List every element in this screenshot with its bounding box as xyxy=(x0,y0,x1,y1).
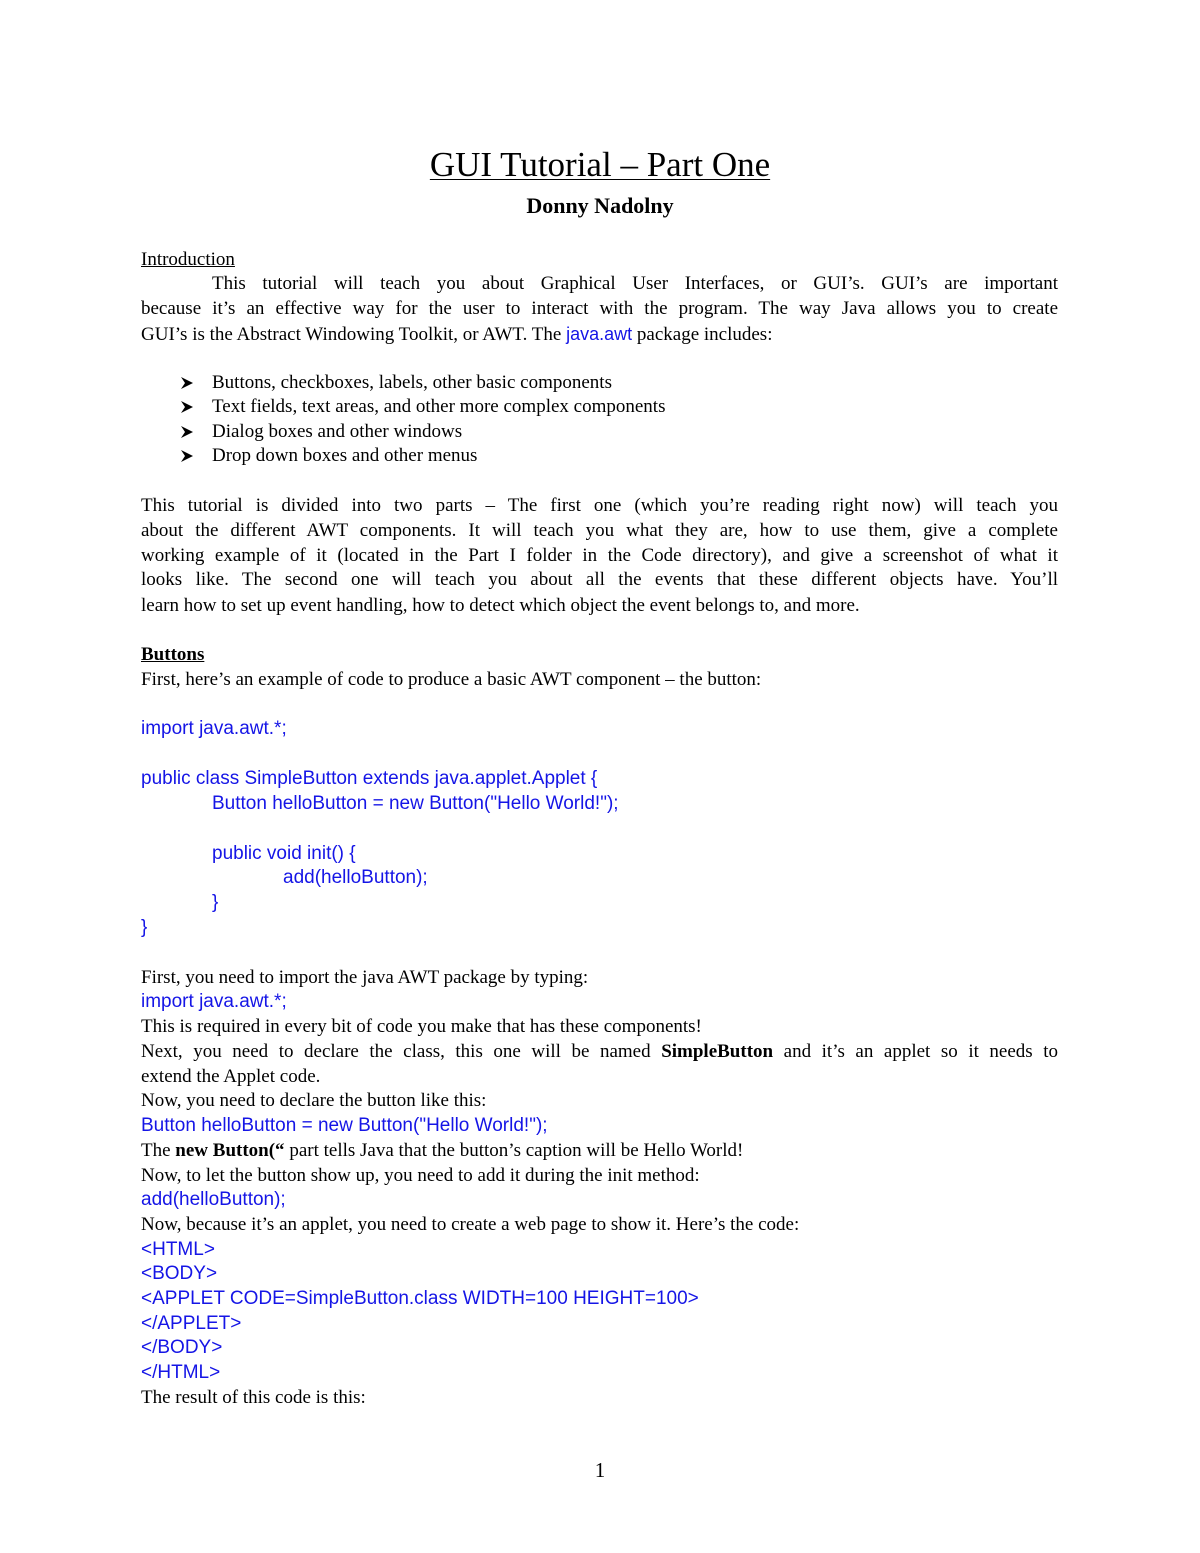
inline-code-button-declare: Button helloButton = new Button("Hello World!"); xyxy=(141,1115,548,1136)
explain-line: This is required in every bit of code you make that has these components! xyxy=(141,1016,702,1037)
parts-paragraph-line: looks like. The second one will teach you about all the events that these different objects have. You’ll xyxy=(141,569,1058,590)
author-name: Donny Nadolny xyxy=(526,193,674,218)
class-name-bold: SimpleButton xyxy=(661,1041,774,1062)
code-line: add(helloButton); xyxy=(283,867,428,888)
arrow-bullet-icon xyxy=(180,376,194,390)
html-code-line: </APPLET> xyxy=(141,1313,242,1334)
bullet-item: Buttons, checkboxes, labels, other basic components xyxy=(212,372,612,393)
inline-code-java-awt: java.awt xyxy=(566,324,633,344)
arrow-bullet-icon xyxy=(180,425,194,439)
bullet-item: Text fields, text areas, and other more complex components xyxy=(212,396,666,417)
intro-line-1: This tutorial will teach you about Graphical User Interfaces, or GUI’s. GUI’s are important xyxy=(212,273,1058,294)
buttons-heading: Buttons xyxy=(141,644,205,665)
explain-text: Next, you need to declare the class, this one will be named xyxy=(141,1041,651,1062)
bullet-item: Drop down boxes and other menus xyxy=(212,445,478,466)
html-code-line: <HTML> xyxy=(141,1239,215,1260)
code-line: import java.awt.*; xyxy=(141,718,287,739)
parts-paragraph-line: This tutorial is divided into two parts – The first one (which you’re reading right now) will teach you xyxy=(141,495,1058,516)
page-number: 1 xyxy=(594,1458,606,1482)
parts-paragraph-line: working example of it (located in the Part I folder in the Code directory), and give a screenshot of what it xyxy=(141,545,1058,566)
document-title: GUI Tutorial – Part One xyxy=(429,145,771,184)
intro-line-2: because it’s an effective way for the user to interact with the program. The way Java allows you to create xyxy=(141,298,1058,319)
parts-paragraph-line: learn how to set up event handling, how to detect which object the event belongs to, and more. xyxy=(141,595,860,616)
explain-line: Now, because it’s an applet, you need to create a web page to show it. Here’s the code: xyxy=(141,1214,800,1235)
html-code-line: </BODY> xyxy=(141,1337,223,1358)
explain-line xyxy=(141,1040,1058,1064)
code-line: Button helloButton = new Button("Hello World!"); xyxy=(212,793,619,814)
arrow-bullet-icon xyxy=(180,449,194,463)
bullet-item: Dialog boxes and other windows xyxy=(212,421,463,442)
intro-line-3-tail: package includes: xyxy=(636,324,773,345)
buttons-intro: First, here’s an example of code to produce a basic AWT component – the button: xyxy=(141,669,762,690)
inline-code-import: import java.awt.*; xyxy=(141,991,287,1012)
html-code-line: </HTML> xyxy=(141,1362,221,1383)
explain-line: First, you need to import the java AWT package by typing: xyxy=(141,967,589,988)
code-line: public void init() { xyxy=(212,843,356,864)
new-button-bold: new Button(“ xyxy=(175,1140,285,1161)
explain-line: Now, to let the button show up, you need to add it during the init method: xyxy=(141,1165,700,1186)
intro-line-3 xyxy=(141,322,772,347)
explain-line xyxy=(141,1139,743,1163)
explain-line: The result of this code is this: xyxy=(141,1387,366,1408)
html-code-line: <BODY> xyxy=(141,1263,218,1284)
code-line: } xyxy=(212,892,219,913)
code-line: } xyxy=(141,917,148,938)
intro-line-3-text: GUI’s is the Abstract Windowing Toolkit, or AWT. The xyxy=(141,324,562,345)
code-line: public class SimpleButton extends java.applet.Applet { xyxy=(141,768,598,789)
explain-text: The xyxy=(141,1140,171,1161)
explain-line: extend the Applet code. xyxy=(141,1066,321,1087)
arrow-bullet-icon xyxy=(180,400,194,414)
explain-text: part tells Java that the button’s caption will be Hello World! xyxy=(289,1140,744,1161)
parts-paragraph-line: about the different AWT components. It will teach you what they are, how to use them, give a complete xyxy=(141,520,1058,541)
explain-line: Now, you need to declare the button like this: xyxy=(141,1090,487,1111)
intro-heading: Introduction xyxy=(141,249,235,270)
inline-code-add: add(helloButton); xyxy=(141,1189,286,1210)
html-code-line: <APPLET CODE=SimpleButton.class WIDTH=100 HEIGHT=100> xyxy=(141,1288,699,1309)
explain-text: and it’s an applet so it needs to xyxy=(783,1041,1059,1062)
